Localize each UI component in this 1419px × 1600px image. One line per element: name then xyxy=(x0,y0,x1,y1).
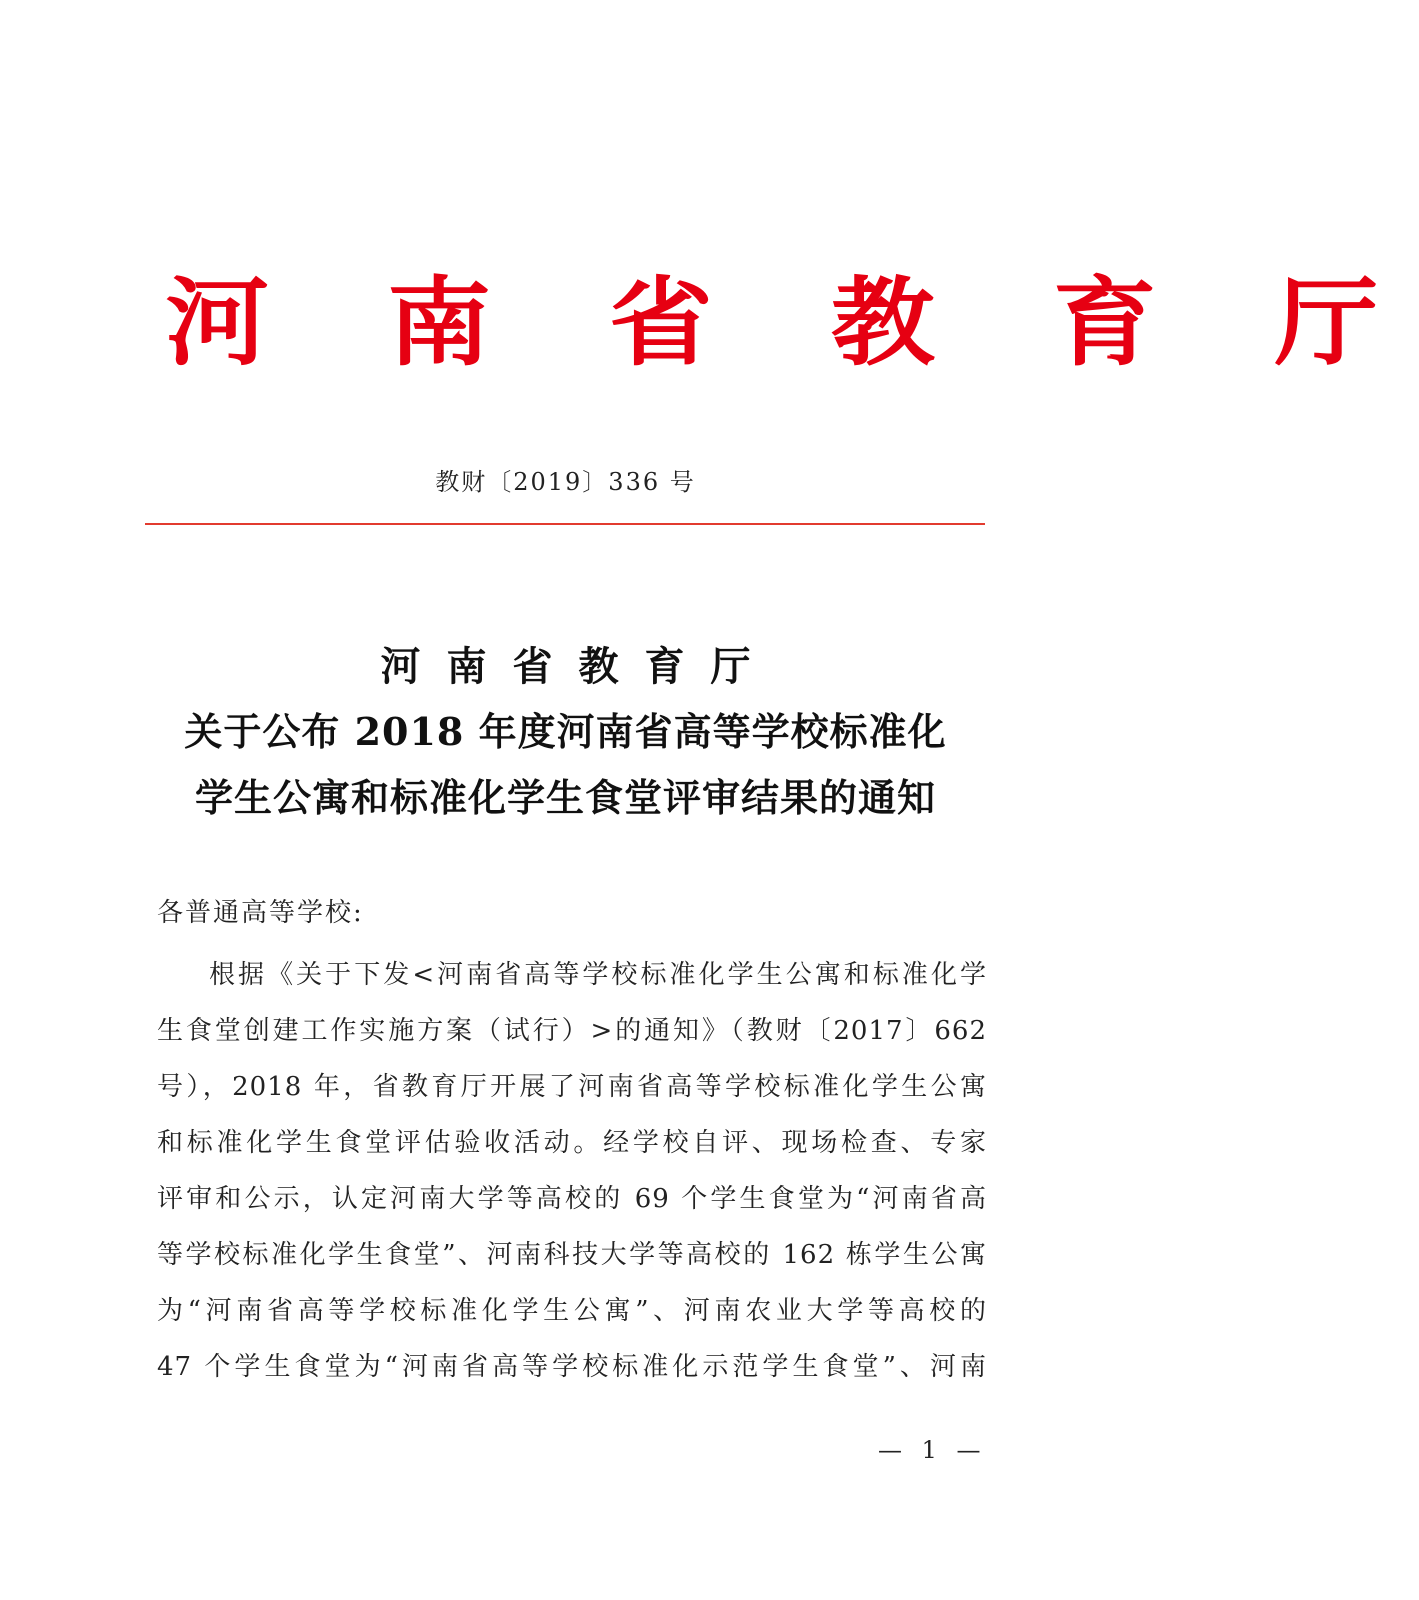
body-line: 评审和公示，认定河南大学等高校的 69 个学生食堂为“河南省高 xyxy=(157,1184,987,1214)
title-line-2: 关于公布 2018 年度河南省高等学校标准化 xyxy=(184,709,947,754)
body-line: 根据《关于下发<河南省高等学校标准化学生公寓和标准化学 xyxy=(209,960,987,990)
body-text xyxy=(157,947,987,1395)
document-title xyxy=(0,635,1131,831)
salutation: 各普通高等学校: xyxy=(157,898,364,928)
red-masthead: 河 南 省 教 育 厅 xyxy=(165,266,1419,379)
body-line: 47 个学生食堂为“河南省高等学校标准化示范学生食堂”、河南 xyxy=(157,1352,987,1382)
body-line: 生食堂创建工作实施方案（试行）>的通知》（教财〔2017〕662 xyxy=(157,1016,987,1046)
body-line: 号），2018 年，省教育厅开展了河南省高等学校标准化学生公寓 xyxy=(157,1072,987,1102)
document-number: 教财〔2019〕336 号 xyxy=(435,468,696,496)
page-number: — 1 — xyxy=(878,1436,987,1464)
red-divider-line xyxy=(145,523,985,525)
body-line: 和标准化学生食堂评估验收活动。经学校自评、现场检查、专家 xyxy=(157,1128,987,1158)
body-line: 为“河南省高等学校标准化学生公寓”、河南农业大学等高校的 xyxy=(157,1296,987,1326)
body-line: 等学校标准化学生食堂”、河南科技大学等高校的 162 栋学生公寓 xyxy=(157,1240,987,1270)
title-line-3: 学生公寓和标准化学生食堂评审结果的通知 xyxy=(194,775,936,820)
title-issuer: 河南省教育厅 xyxy=(380,643,777,690)
